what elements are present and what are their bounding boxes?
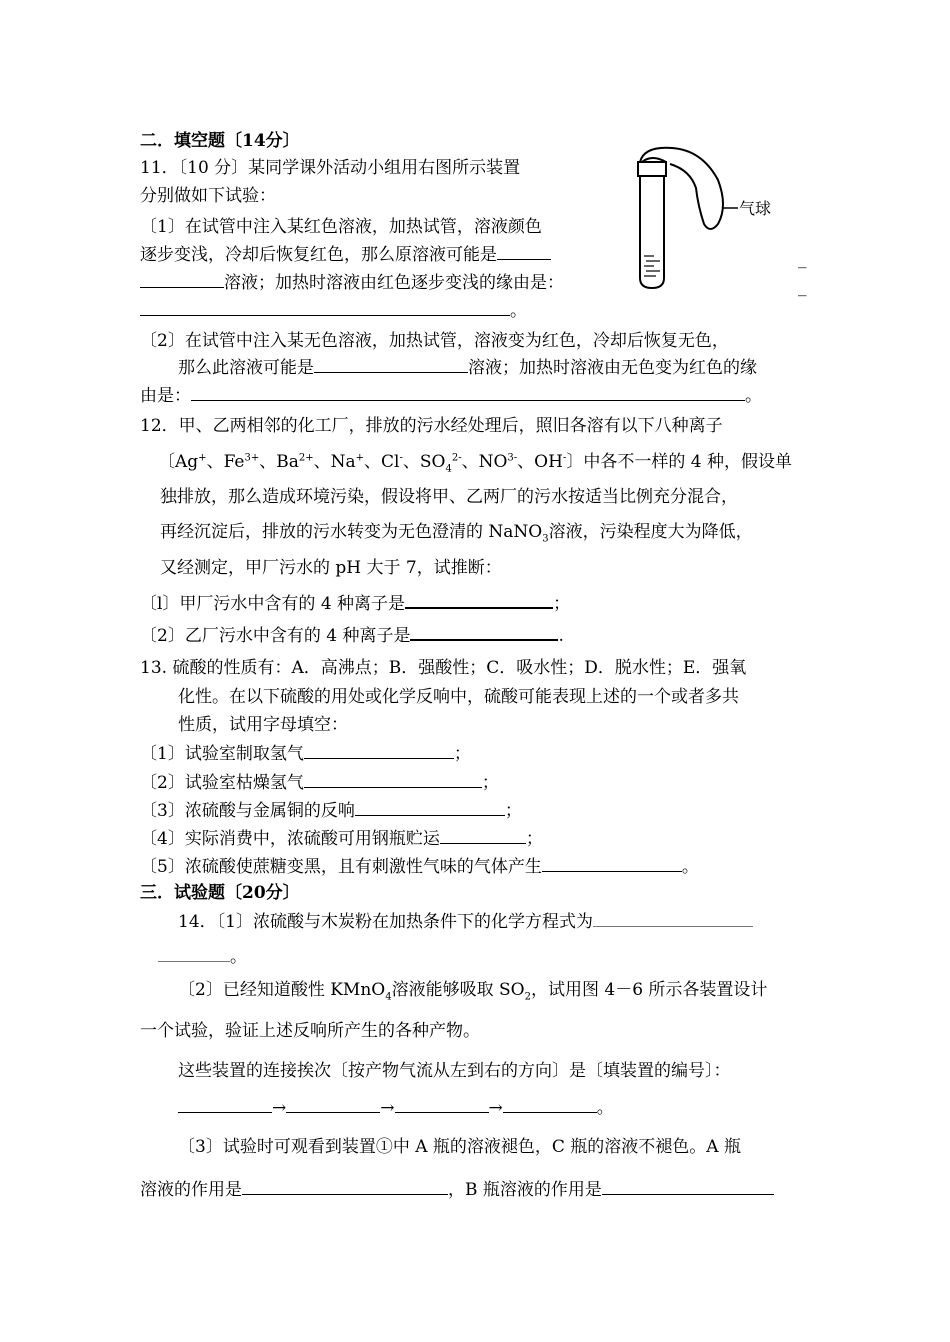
q14-part1: 14．〔1〕浓硫酸与木炭粉在加热条件下的化学方程式为 xyxy=(178,911,753,933)
q14-part1-cont: 。 xyxy=(158,946,247,968)
section-2-heading: 二．填空题〔14分〕 xyxy=(140,131,300,151)
q13-item-3: 〔3〕浓硫酸与金属铜的反响 ； xyxy=(140,801,522,821)
q13-item-2: 〔2〕试验室枯燥氢气 ； xyxy=(140,773,499,793)
q13-line1: 13. 硫酸的性质有：A．高沸点；B．强酸性；C．吸水性；D．脱水性；E．强氧 xyxy=(140,658,747,678)
q13-item-1-blank[interactable] xyxy=(304,743,454,759)
q11-part2-line3: 由是： 。 xyxy=(140,386,762,406)
q14-sequence: → → → 。 xyxy=(178,1097,614,1119)
q14-part6: 溶液的作用是 ，B 瓶溶液的作用是 xyxy=(140,1179,774,1201)
stopper-icon xyxy=(638,162,666,176)
test-tube-icon xyxy=(640,170,664,288)
q13-item-3-blank[interactable] xyxy=(355,800,505,816)
test-tube-balloon-figure xyxy=(632,140,792,290)
q11-part1-line4: 。 xyxy=(140,300,527,322)
q13-item-2-blank[interactable] xyxy=(304,772,482,788)
q14-part2-line2: 一个试验，验证上述反响所产生的各种产物。 xyxy=(140,1021,480,1041)
ion-item: $Ba^{2+}$ xyxy=(276,452,314,472)
ion-item: OH- xyxy=(534,452,567,472)
section-3-heading: 三．试验题〔20分〕 xyxy=(140,883,300,903)
bottle-a-role-blank[interactable] xyxy=(242,1179,448,1195)
q11-part2-reason-blank[interactable] xyxy=(191,385,745,401)
q12-line2: 〔Ag+、$Fe^{3+}$、$Ba^{2+}$、Na+、Cl-、$SO_4^{2-}$、$NO^{3-}$、OH-〕中各不一样的 4 种，假设单 xyxy=(158,452,792,475)
q13-line3: 性质，试用字母填空： xyxy=(178,715,348,735)
q12-answer-2: 〔2〕乙厂污水中含有的 4 种离子是 . xyxy=(140,626,564,646)
ion-item: $NO^{3-}$ xyxy=(478,452,518,472)
ion-item: Cl- xyxy=(381,452,403,472)
right-dash-1: _ xyxy=(798,249,807,269)
q13-item-5: 〔5〕浓硫酸使蔗糖变黑，且有刺激性气味的气体产生 。 xyxy=(140,857,699,877)
q13-item-4-blank[interactable] xyxy=(440,828,526,844)
balloon-icon xyxy=(640,148,723,229)
q14-part2: 〔2〕已经知道酸性 KMnO$_4$溶液能够吸取 $SO_2$，试用图 4－6 所示各装置设计 xyxy=(178,980,768,1003)
q11-part1-answer-blank-cont[interactable] xyxy=(140,272,224,288)
sequence-blank-3[interactable] xyxy=(395,1097,489,1113)
q13-item-4: 〔4〕实际消费中，浓硫酸可用钢瓶贮运 ； xyxy=(140,829,543,849)
q12-answer-1: 〔l〕甲厂污水中含有的 4 种离子是 ； xyxy=(140,594,571,614)
bottle-b-role-blank[interactable] xyxy=(602,1179,774,1195)
q11-part1-line1: 〔1〕在试管中注入某红色溶液，加热试管，溶液颜色 xyxy=(140,217,542,237)
q14-part5: 〔3〕试验时可观看到装置①中 A 瓶的溶液褪色，C 瓶的溶液不褪色。A 瓶 xyxy=(178,1137,741,1157)
ion-item: $Fe^{3+}$ xyxy=(223,452,260,472)
q11-part1-answer-blank[interactable] xyxy=(497,244,551,260)
q13-line2: 化性。在以下硫酸的用处或化学反响中，硫酸可能表现上述的一个或者多共 xyxy=(178,687,739,707)
q14-equation-blank-cont[interactable] xyxy=(158,946,230,962)
q12-line5: 又经测定，甲厂污水的 pH 大于 7，试推断： xyxy=(160,558,502,578)
q11-line1: 11．〔10 分〕某同学课外活动小组用右图所示装置 xyxy=(140,158,521,178)
q14-part3: 这些装置的连接挨次〔按产物气流从左到右的方向〕是〔填装置的编号〕： xyxy=(178,1061,731,1081)
q11-line2: 分别做如下试验： xyxy=(140,186,276,206)
sequence-blank-1[interactable] xyxy=(178,1097,272,1113)
sequence-blank-4[interactable] xyxy=(503,1097,597,1113)
right-dash-2: _ xyxy=(798,277,807,297)
q14-equation-blank[interactable] xyxy=(593,911,753,927)
q12-line4: 再经沉淀后，排放的污水转变为无色澄清的 NaNO$_3$溶液，污染程度大为降低， xyxy=(160,522,753,545)
ion-list: Ag+、$Fe^{3+}$、$Ba^{2+}$、Na+、Cl-、$SO_4^{2-}$、$NO^{3-}$、OH- xyxy=(175,452,567,475)
ion-item: Ag+ xyxy=(175,452,207,472)
q11-part2-line2: 那么此溶液可能是 溶液；加热时溶液由无色变为红色的缘 xyxy=(178,358,757,378)
sequence-blank-2[interactable] xyxy=(286,1097,380,1113)
q11-part1-line2: 逐步变浅，冷却后恢复红色，那么原溶液可能是 xyxy=(140,244,551,266)
q13-item-5-blank[interactable] xyxy=(542,856,682,872)
balloon-label: 气球 xyxy=(739,199,772,218)
q12-answer-1-blank[interactable] xyxy=(405,592,553,609)
ion-item: $SO_4^{2-}$ xyxy=(419,452,462,475)
q12-answer-2-blank[interactable] xyxy=(410,624,558,641)
q12-line1: 12．甲、乙两相邻的化工厂，排放的污水经处理后，照旧各溶有以下八种离子 xyxy=(140,416,723,436)
q11-part1-line3: 溶液；加热时溶液由红色逐步变浅的缘由是： xyxy=(140,272,564,294)
q11-part2-line1: 〔2〕在试管中注入某无色溶液，加热试管，溶液变为红色，冷却后恢复无色， xyxy=(140,331,729,351)
q11-part1-reason-blank[interactable] xyxy=(140,300,510,316)
q12-line3: 独排放，那么造成环境污染，假设将甲、乙两厂的污水按适当比例充分混合， xyxy=(160,487,738,507)
ion-item: Na+ xyxy=(330,452,365,472)
liquid-lines-icon xyxy=(644,256,660,276)
q11-part2-answer-blank[interactable] xyxy=(314,357,468,373)
q13-item-1: 〔1〕试验室制取氢气 ； xyxy=(140,744,471,764)
